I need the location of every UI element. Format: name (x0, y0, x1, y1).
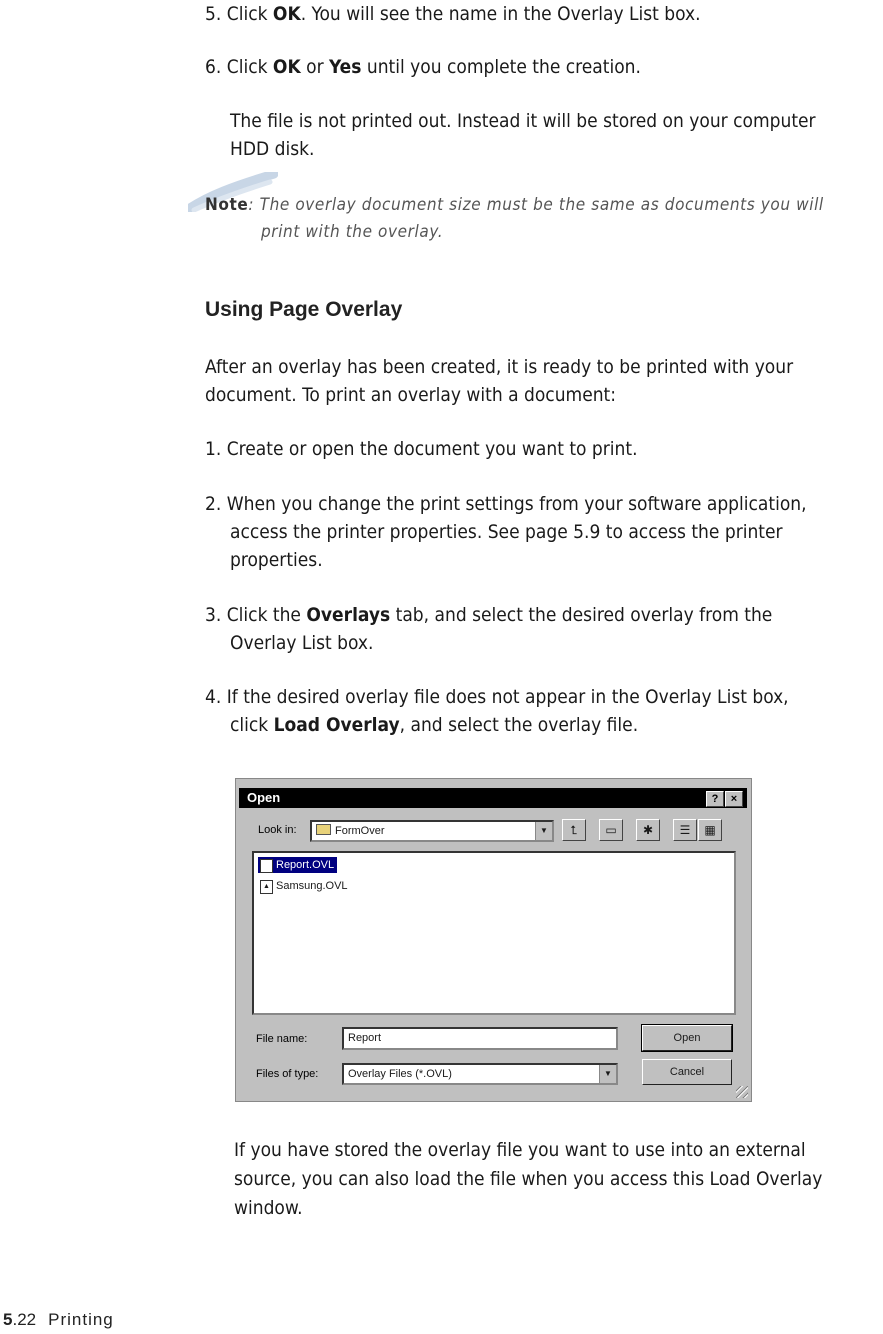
intro-line-1: After an overlay has been created, it is ready to be printed with your (205, 356, 794, 378)
note: Note: The overlay document size must be the same as documents you will print with the overlay. (205, 192, 824, 219)
details-view-button[interactable]: ▦ (698, 819, 722, 841)
note-line-1: The overlay document size must be the same as documents you will (254, 195, 824, 215)
step-6: 6. Click OK or Yes until you complete the creation. (205, 56, 641, 78)
step-2-line-3: properties. (230, 549, 323, 571)
look-in-combo[interactable]: FormOver ▼ (310, 820, 554, 842)
page-number: .22 (12, 1310, 37, 1329)
file-name-input[interactable]: Report (342, 1027, 618, 1050)
file-type-label: Files of type: (256, 1068, 319, 1080)
dialog-titlebar (239, 788, 747, 808)
chapter-number: 5 (3, 1310, 13, 1329)
step-4-line-2: click Load Overlay, and select the overlay file. (230, 714, 639, 736)
close-button[interactable]: × (725, 791, 743, 807)
outro-line-2: source, you can also load the file when you access this Load Overlay (234, 1168, 823, 1190)
list-item[interactable]: ▲ Report.OVL (258, 857, 337, 873)
outro-line-3: window. (234, 1197, 303, 1219)
step-2-line-1: 2. When you change the print settings from your software application, (205, 493, 807, 515)
list-item[interactable]: ▲ Samsung.OVL (258, 878, 351, 894)
new-folder-button[interactable]: ✱ (636, 819, 660, 841)
list-view-button[interactable]: ☰ (673, 819, 697, 841)
folder-icon (316, 824, 331, 835)
note-label: Note (205, 195, 249, 215)
file-name-label: File name: (256, 1033, 308, 1045)
stored-note-line-2: HDD disk. (230, 138, 315, 160)
chevron-down-icon[interactable]: ▼ (535, 822, 552, 840)
up-folder-button[interactable]: ⮤ (562, 819, 586, 841)
file-icon: ▲ (260, 880, 273, 894)
step-3-line-1: 3. Click the Overlays tab, and select the desired overlay from the (205, 604, 773, 626)
file-type-combo[interactable]: Overlay Files (*.OVL) ▼ (342, 1063, 618, 1085)
help-button[interactable]: ? (706, 791, 724, 807)
resize-grip-icon[interactable] (736, 1086, 748, 1098)
note-line-2: print with the overlay. (261, 222, 444, 242)
dialog-title: Open (247, 790, 281, 805)
step-1: 1. Create or open the document you want to print. (205, 438, 638, 460)
look-in-label: Look in: (258, 824, 297, 836)
section-title: Using Page Overlay (205, 298, 403, 321)
file-list[interactable] (252, 851, 736, 1015)
desktop-button[interactable]: ▭ (599, 819, 623, 841)
intro-line-2: document. To print an overlay with a document: (205, 384, 617, 406)
step-4-line-1: 4. If the desired overlay file does not appear in the Overlay List box, (205, 686, 789, 708)
step-2-line-2: access the printer properties. See page 5.9 to access the printer (230, 521, 783, 543)
page-footer (3, 1310, 114, 1330)
open-dialog (235, 778, 752, 1102)
step-3-line-2: Overlay List box. (230, 632, 374, 654)
section-name: Printing (48, 1310, 114, 1329)
file-icon: ▲ (260, 859, 273, 873)
stored-note-line-1: The file is not printed out. Instead it will be stored on your computer (230, 110, 816, 132)
step-5: 5. Click OK. You will see the name in the Overlay List box. (205, 3, 701, 25)
chevron-down-icon[interactable]: ▼ (599, 1065, 616, 1083)
open-button[interactable]: Open (642, 1025, 732, 1051)
cancel-button[interactable]: Cancel (642, 1059, 732, 1085)
outro-line-1: If you have stored the overlay file you want to use into an external (234, 1139, 806, 1161)
